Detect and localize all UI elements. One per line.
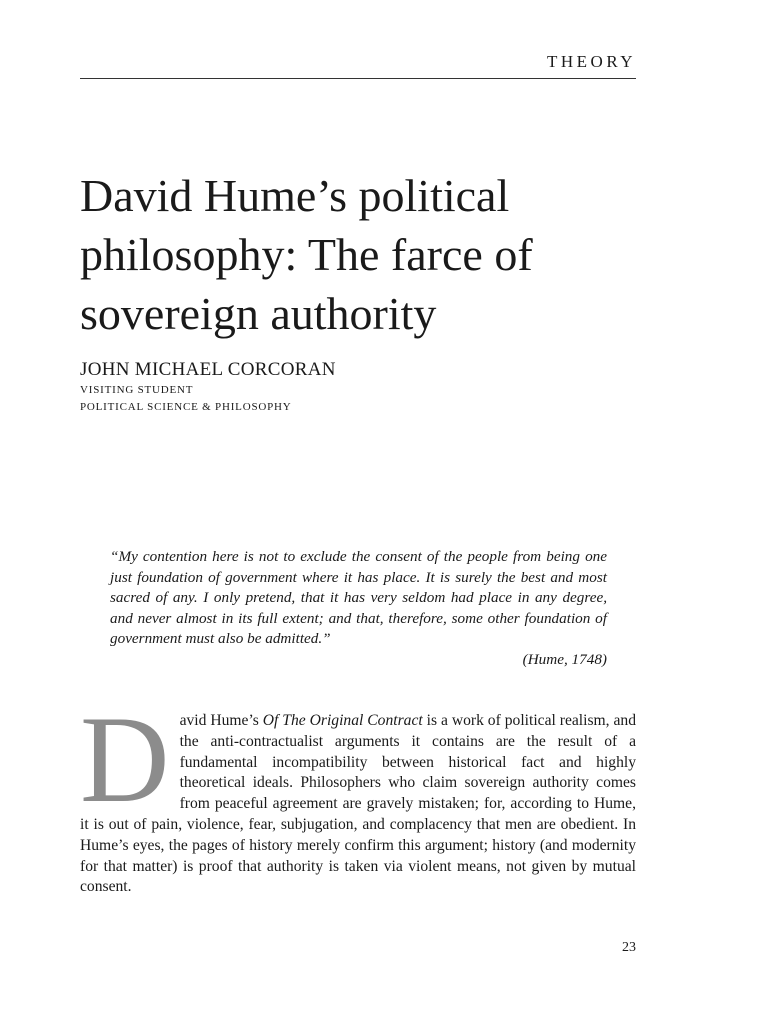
author-block [80,358,640,416]
page-number: 23 [622,940,636,955]
author-department: POLITICAL SCIENCE & PHILOSOPHY [80,401,292,413]
running-header [80,50,636,79]
article-title: David Hume’s political philosophy: The farce of sovereign authority [80,170,533,339]
epigraph [110,547,607,670]
section-label: THEORY [547,52,636,71]
drop-cap: D [80,691,170,828]
body-lead-text: avid Hume’s [179,712,263,729]
author-role: VISITING STUDENT [80,384,194,396]
author-name: JOHN MICHAEL CORCORAN [80,359,336,380]
epigraph-citation: (Hume, 1748) [522,650,607,668]
body-paragraph [80,691,636,898]
work-title: Of The Original Contract [262,712,423,729]
epigraph-quote: “My contention here is not to exclude the consent of the people from being one just foundation of government where it has place. It is surely the best and most sacred of any. I only pretend, that it has very seldom had place in any degree, and never almost in its full extent; and that, therefore, some other foundation of government must also be admitted.” [110,548,607,647]
body-text: is a work of political realism, and the anti-contractualist arguments it contains are the result of a fundamental incompatibility between historical fact and highly theoretical ideals. Philosophers who claim sovereign authority comes from peaceful agreement are gravely mistaken; for, according to Hume, it is out of pain, violence, fear, subjugation, and complacency that men are obedient. In Hume’s eyes, the pages of history merely confirm this argument; history (and modernity for that matter) is proof that authority is taken via violent means, not given by mutual consent. [80,712,636,896]
